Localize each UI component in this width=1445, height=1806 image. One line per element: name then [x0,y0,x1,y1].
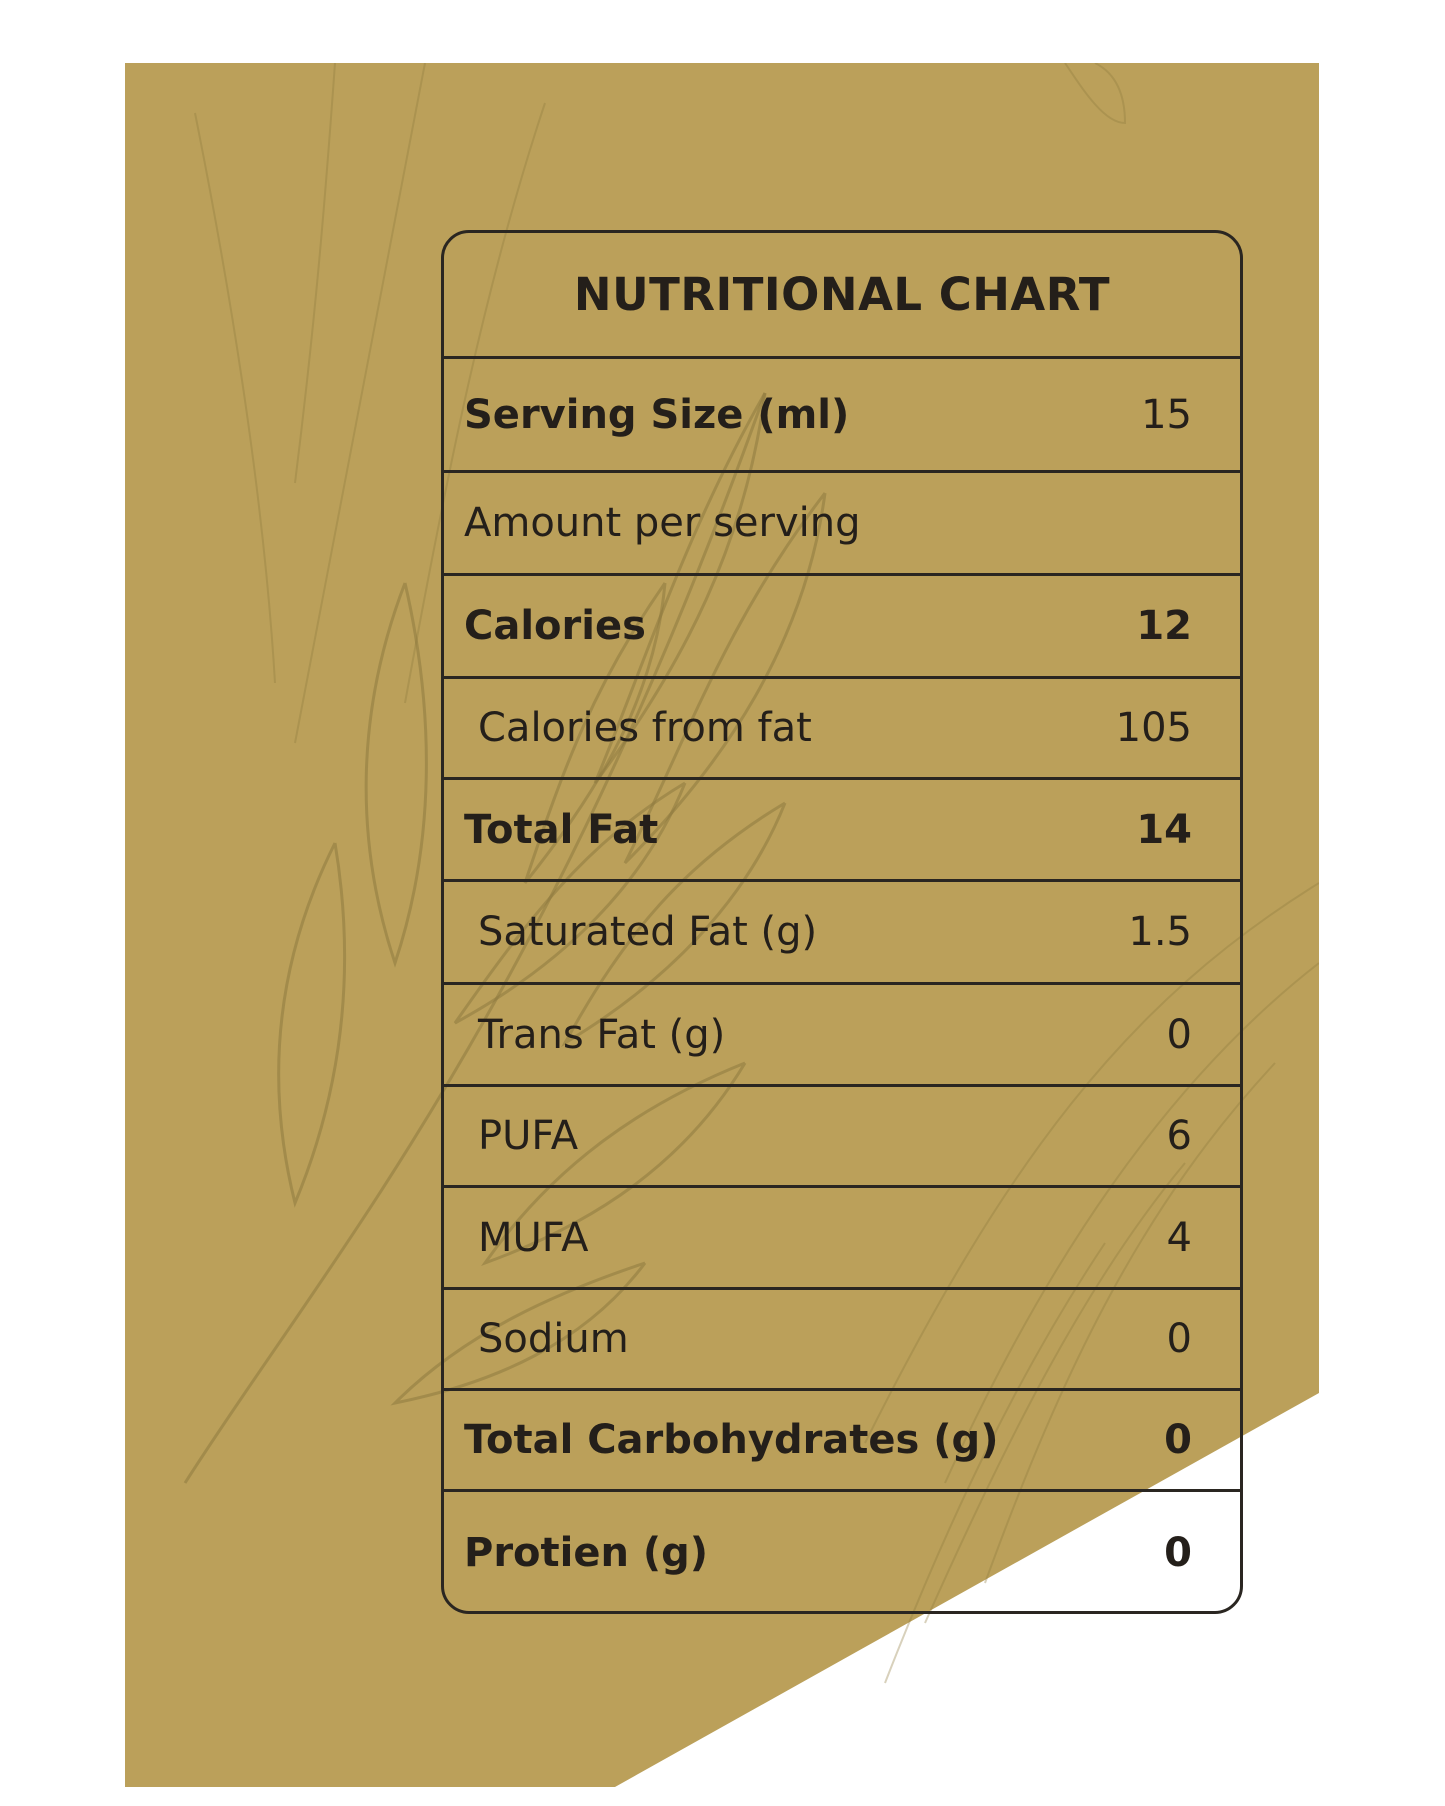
nutrient-value: 0 [1166,1011,1192,1058]
nutrient-value: 14 [1136,806,1192,853]
nutrient-label: Serving Size (ml) [464,391,850,438]
nutrient-label: Trans Fat (g) [478,1011,726,1058]
nutrient-value: 6 [1166,1113,1192,1159]
nutrition-row [444,679,1240,780]
nutrient-value: 0 [1164,1530,1192,1576]
nutrient-label: MUFA [478,1214,589,1261]
nutrition-row [444,882,1240,985]
nutrition-table [441,230,1243,1614]
nutrient-label: Total Carbohydrates (g) [464,1417,999,1463]
nutrition-row [444,1087,1240,1188]
nutrition-row [444,985,1240,1087]
nutrition-row [444,1188,1240,1290]
nutrient-value: 0 [1164,1417,1192,1463]
nutrient-label: Calories [464,603,646,649]
nutrient-value: 1.5 [1128,909,1192,955]
nutrition-row [444,576,1240,679]
nutrient-label: PUFA [478,1113,579,1159]
nutrient-label: Calories from fat [478,705,812,751]
nutrient-value: 15 [1141,391,1192,438]
nutrient-label: Amount per serving [464,500,861,546]
nutrient-label: Total Fat [464,806,659,853]
nutrition-row [444,1290,1240,1391]
nutrition-row [444,780,1240,882]
nutrition-panel [125,63,1319,1787]
nutrient-value: 0 [1166,1316,1192,1362]
nutrition-row [444,359,1240,473]
nutrient-label: Saturated Fat (g) [478,909,818,955]
nutrition-row [444,1391,1240,1492]
nutrient-value: 4 [1166,1214,1192,1261]
nutrition-rows [444,359,1240,1614]
nutrient-label: Sodium [478,1316,629,1362]
nutrient-value: 12 [1136,603,1192,649]
chart-title: NUTRITIONAL CHART [444,233,1240,359]
nutrition-row [444,1492,1240,1614]
nutrient-value: 105 [1115,705,1192,751]
nutrient-label: Protien (g) [464,1530,709,1576]
nutrition-row [444,473,1240,576]
